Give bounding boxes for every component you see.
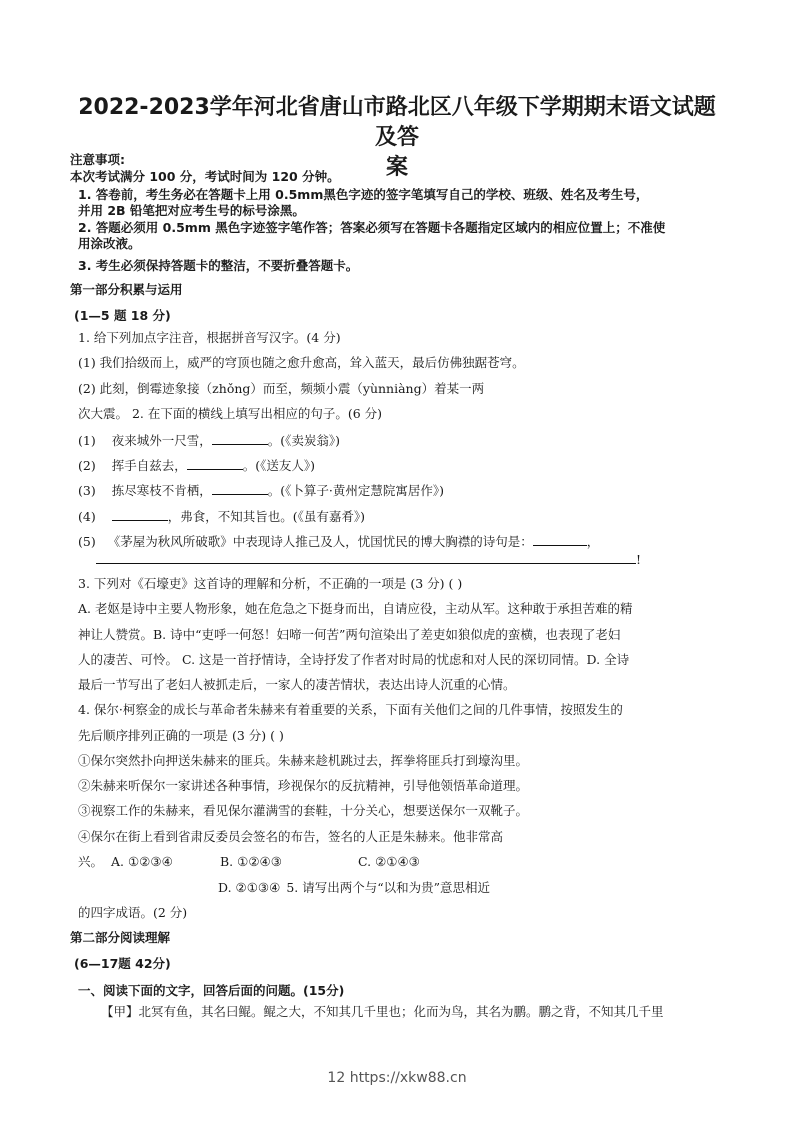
q4-stem-1: 4. 保尔·柯察金的成长与革命者朱赫来有着重要的关系，下面有关他们之间的几件事情，按照发生的	[78, 702, 623, 717]
page-footer	[0, 1070, 794, 1086]
q3-line-1: A. 老妪是诗中主要人物形象，她在危急之下挺身而出，自请应役，主动从军。这种敢于承担苦难的精	[78, 601, 633, 616]
q4-option-d[interactable]: D. ②①③④	[218, 880, 281, 895]
part2-range: (6—17题 42分)	[74, 956, 171, 971]
q4-event-4: ④保尔在街上看到省肃反委员会签名的布告，签名的人正是朱赫来。他非常高	[78, 829, 504, 844]
q5-stem-1: 5. 请写出两个与“以和为贵”意思相近	[286, 880, 491, 895]
title-line-2: 案	[385, 155, 408, 180]
q2-item-num: (4)	[78, 509, 96, 524]
q2-item-source: 。(《卖炭翁》)	[267, 433, 340, 448]
q2-item-4	[78, 507, 365, 525]
notice-item-2-cont: 用涂改液。	[78, 236, 141, 251]
answer-blank[interactable]	[533, 532, 587, 546]
q2-item-num: (1)	[78, 433, 96, 448]
q2-item-num: (2)	[78, 458, 96, 473]
q3-line-3: 人的凄苦、可怜。 C. 这是一首抒情诗，全诗抒发了作者对时局的忧虑和对人民的深切同情。D. 全诗	[78, 652, 630, 667]
q2-item-source: ，弗食，不知其旨也。(《虽有嘉肴》)	[167, 509, 365, 524]
q4-event-1: ①保尔突然扑向押送朱赫来的匪兵。朱赫来趁机跳过去，挥拳将匪兵打到壕沟里。	[78, 753, 529, 768]
answer-blank[interactable]	[112, 507, 168, 521]
q2-item-5	[78, 532, 599, 550]
q4-option-b[interactable]: B. ①②④③	[220, 854, 282, 869]
q4-event-2: ②朱赫来听保尔一家讲述各种事情，珍视保尔的反抗精神，引导他领悟革命道理。	[78, 778, 529, 793]
q4-stem-2: 先后顺序排列正确的一项是 (3 分) ( )	[78, 728, 284, 743]
notice-intro: 本次考试满分 100 分，考试时间为 120 分钟。	[70, 169, 340, 184]
q2-item-text: 拣尽寒枝不肯栖，	[111, 483, 212, 498]
q3-line-2: 神让人赞赏。B. 诗中“吏呼一何怒！妇啼一何苦”两句渲染出了差吏如狼似虎的蛮横，也表现了老妇	[78, 627, 621, 642]
q4-event-4-cont	[78, 854, 173, 870]
q5-stem-2: 的四字成语。(2 分)	[78, 905, 188, 920]
answer-blank-long[interactable]	[96, 550, 636, 564]
answer-blank[interactable]	[212, 481, 268, 495]
notice-item-1-cont: 并用 2B 铅笔把对应考生号的标号涂黑。	[78, 203, 305, 218]
q2-item-num: (3)	[78, 483, 96, 498]
q2-item-end-punct: !	[636, 552, 642, 567]
q3-stem: 3. 下列对《石壕吏》这首诗的理解和分析，不正确的一项是 (3 分) ( )	[78, 576, 463, 591]
q3-line-4: 最后一节写出了老妇人被抓走后，一家人的凄苦情状，表达出诗人沉重的心情。	[78, 677, 516, 692]
notice-item-2: 2. 答题必须用 0.5mm 黑色字迹签字笔作答；答案必须写在答题卡各题指定区域内的相应位置上；不准使	[78, 220, 666, 235]
passage-jia-start: 【甲】北冥有鱼，其名曰鲲。鲲之大，不知其几千里也；化而为鸟，其名为鹏。鹏之背，不知其几千里	[101, 1004, 664, 1019]
q2-item-text: 夜来城外一尺雪，	[111, 433, 212, 448]
page-number: 12	[327, 1070, 346, 1086]
q1-stem: 1. 给下列加点字注音，根据拼音写汉字。(4 分)	[78, 330, 341, 345]
q2-item-1	[78, 431, 340, 449]
q2-item-punct: ，	[586, 534, 600, 549]
q2-item-5-cont	[96, 550, 641, 568]
part2-section-1-heading: 一、阅读下面的文字，回答后面的问题。(15分)	[78, 983, 345, 998]
title-line-1: 2022-2023学年河北省唐山市路北区八年级下学期期末语文试题及答	[78, 95, 716, 150]
q2-item-text: 挥手自兹去，	[111, 458, 187, 473]
footer-url[interactable]: https://xkw88.cn	[349, 1070, 467, 1086]
q4-event-3: ③视察工作的朱赫来，看见保尔灌满雪的套鞋，十分关心，想要送保尔一双靴子。	[78, 803, 529, 818]
notice-heading: 注意事项:	[70, 152, 125, 167]
q1-sentence-1: (1) 我们拾级而上，威严的穹顶也随之愈升愈高，耸入蓝天，最后仿佛独踞苍穹。	[78, 355, 525, 370]
q4-option-c[interactable]: C. ②①④③	[358, 854, 420, 869]
q2-item-source: 。(《卜算子·黄州定慧院寓居作》)	[267, 483, 444, 498]
part1-range: (1—5 题 18 分)	[74, 308, 171, 323]
q4-event-4-tail: 兴。	[78, 854, 104, 869]
q2-item-num: (5)	[78, 534, 96, 549]
part1-heading: 第一部分积累与运用	[70, 282, 183, 297]
answer-blank[interactable]	[187, 456, 243, 470]
q4-option-a[interactable]: A. ①②③④	[111, 854, 173, 869]
q1-sentence-2-cont: 次大震。 2. 在下面的横线上填写出相应的句子。(6 分)	[78, 406, 383, 421]
q1-sentence-2: (2) 此刻，倒霉迹象接（zhǒng）而至，频频小震（yùnniàng）着某一两	[78, 381, 485, 396]
notice-item-1: 1. 答卷前，考生务必在答题卡上用 0.5mm黑色字迹的签字笔填写自己的学校、班级、姓名及考生号，	[78, 187, 649, 202]
notice-item-3: 3. 考生必须保持答题卡的整洁，不要折叠答题卡。	[78, 258, 359, 273]
q2-item-source: 。(《送友人》)	[242, 458, 315, 473]
q2-item-2	[78, 456, 315, 474]
q2-item-text: 《茅屋为秋风所破歌》中表现诗人推己及人，忧国忧民的博大胸襟的诗句是：	[107, 534, 533, 549]
part2-heading: 第二部分阅读理解	[70, 930, 171, 945]
q2-item-3	[78, 481, 444, 499]
q4-option-d-and-q5	[218, 880, 490, 896]
answer-blank[interactable]	[212, 431, 268, 445]
